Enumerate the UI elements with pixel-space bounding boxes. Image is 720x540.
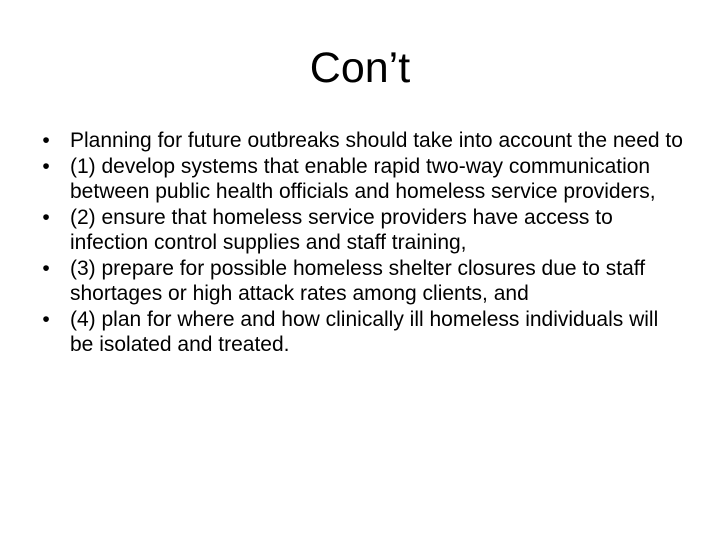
bullet-marker: • (42, 307, 50, 331)
bullet-text: (1) develop systems that enable rapid two-way communication between public health officials and homeless service providers, (70, 154, 656, 203)
bullet-item (36, 256, 686, 307)
bullet-marker: • (42, 205, 50, 229)
bullet-list (36, 128, 686, 358)
bullet-text: (3) prepare for possible homeless shelter closures due to staff shortages or high attack rates among clients, and (70, 256, 646, 305)
bullet-item (36, 154, 686, 205)
bullet-marker: • (42, 256, 50, 280)
bullet-text: Planning for future outbreaks should take into account the need to (70, 129, 683, 152)
bullet-item (36, 205, 686, 256)
bullet-text: (2) ensure that homeless service providers have access to infection control supplies and staff training, (70, 205, 613, 254)
bullet-marker: • (42, 129, 50, 152)
bullet-text: (4) plan for where and how clinically ill homeless individuals will be isolated and treated. (70, 307, 659, 356)
bullet-item (36, 128, 686, 154)
bullet-item (36, 307, 686, 358)
bullet-marker: • (42, 154, 50, 178)
slide-title: Con’t (309, 44, 411, 92)
